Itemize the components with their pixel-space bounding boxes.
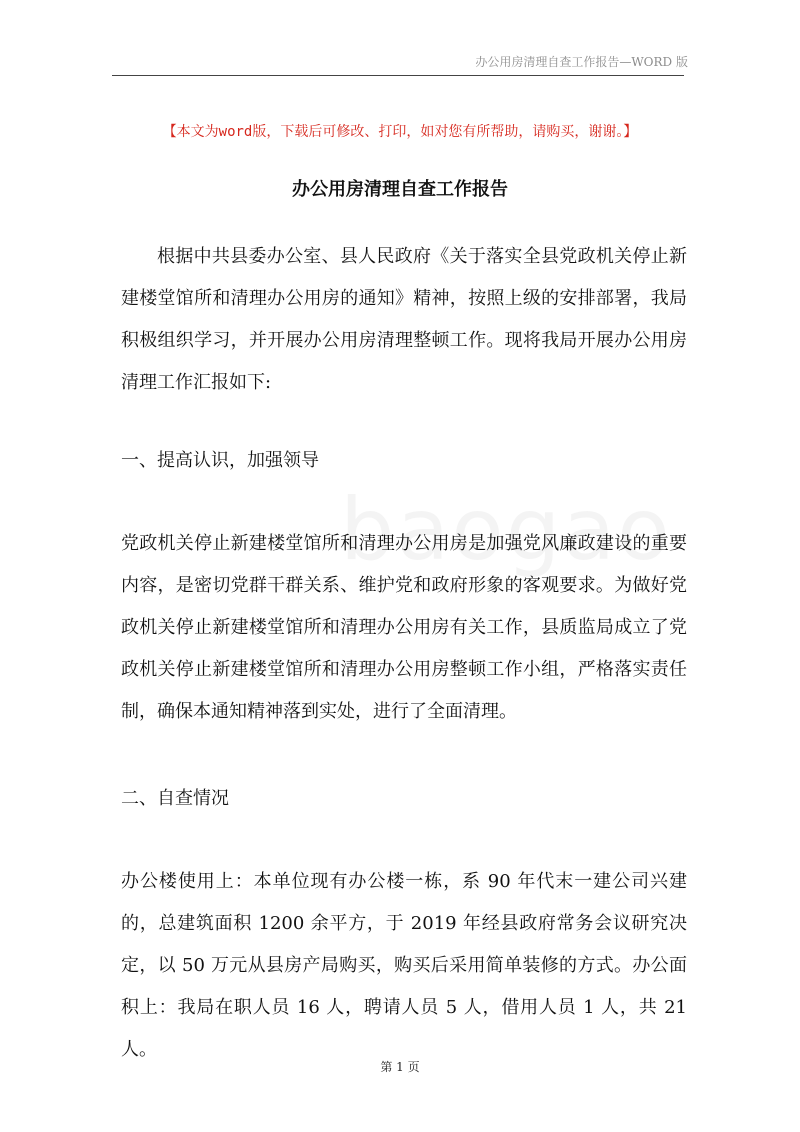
section-1-body: 党政机关停止新建楼堂馆所和清理办公用房是加强党风廉政建设的重要内容，是密切党群干群关系、维护党和政府形象的客观要求。为做好党政机关停止新建楼堂馆所和清理办公用房有关工作，县质监局成立了党政机关停止新建楼堂馆所和清理办公用房整顿工作小组，严格落实责任制，确保本通知精神落到实处，进行了全面清理。 bbox=[121, 533, 687, 722]
header-divider bbox=[112, 75, 684, 76]
section-2-heading: 二、自查情况 bbox=[121, 788, 229, 809]
section-2-body: 办公楼使用上：本单位现有办公楼一栋，系 90 年代末一建公司兴建的，总建筑面积 1200 余平方，于 2019 年经县政府常务会议研究决定，以 50 万元从县房产局购买，购买后采用简单装修的方式。办公面积上：我局在职人员 16 人，聘请人员 5 人，借用人员 1 人，共 21 人。 bbox=[121, 871, 687, 1060]
section-1-heading: 一、提高认识，加强领导 bbox=[121, 450, 319, 471]
page-number: 第 1 页 bbox=[380, 1060, 420, 1074]
document-title: 办公用房清理自查工作报告 bbox=[292, 179, 508, 200]
intro-paragraph: 根据中共县委办公室、县人民政府《关于落实全县党政机关停止新建楼堂馆所和清理办公用房的通知》精神，按照上级的安排部署，我局积极组织学习，并开展办公用房清理整顿工作。现将我局开展办公用房清理工作汇报如下: bbox=[121, 246, 687, 393]
running-header-title: 办公用房清理自查工作报告—WORD 版 bbox=[475, 55, 688, 69]
purchase-notice: 【本文为word版，下载后可修改、打印，如对您有所帮助，请购买，谢谢。】 bbox=[162, 124, 638, 140]
